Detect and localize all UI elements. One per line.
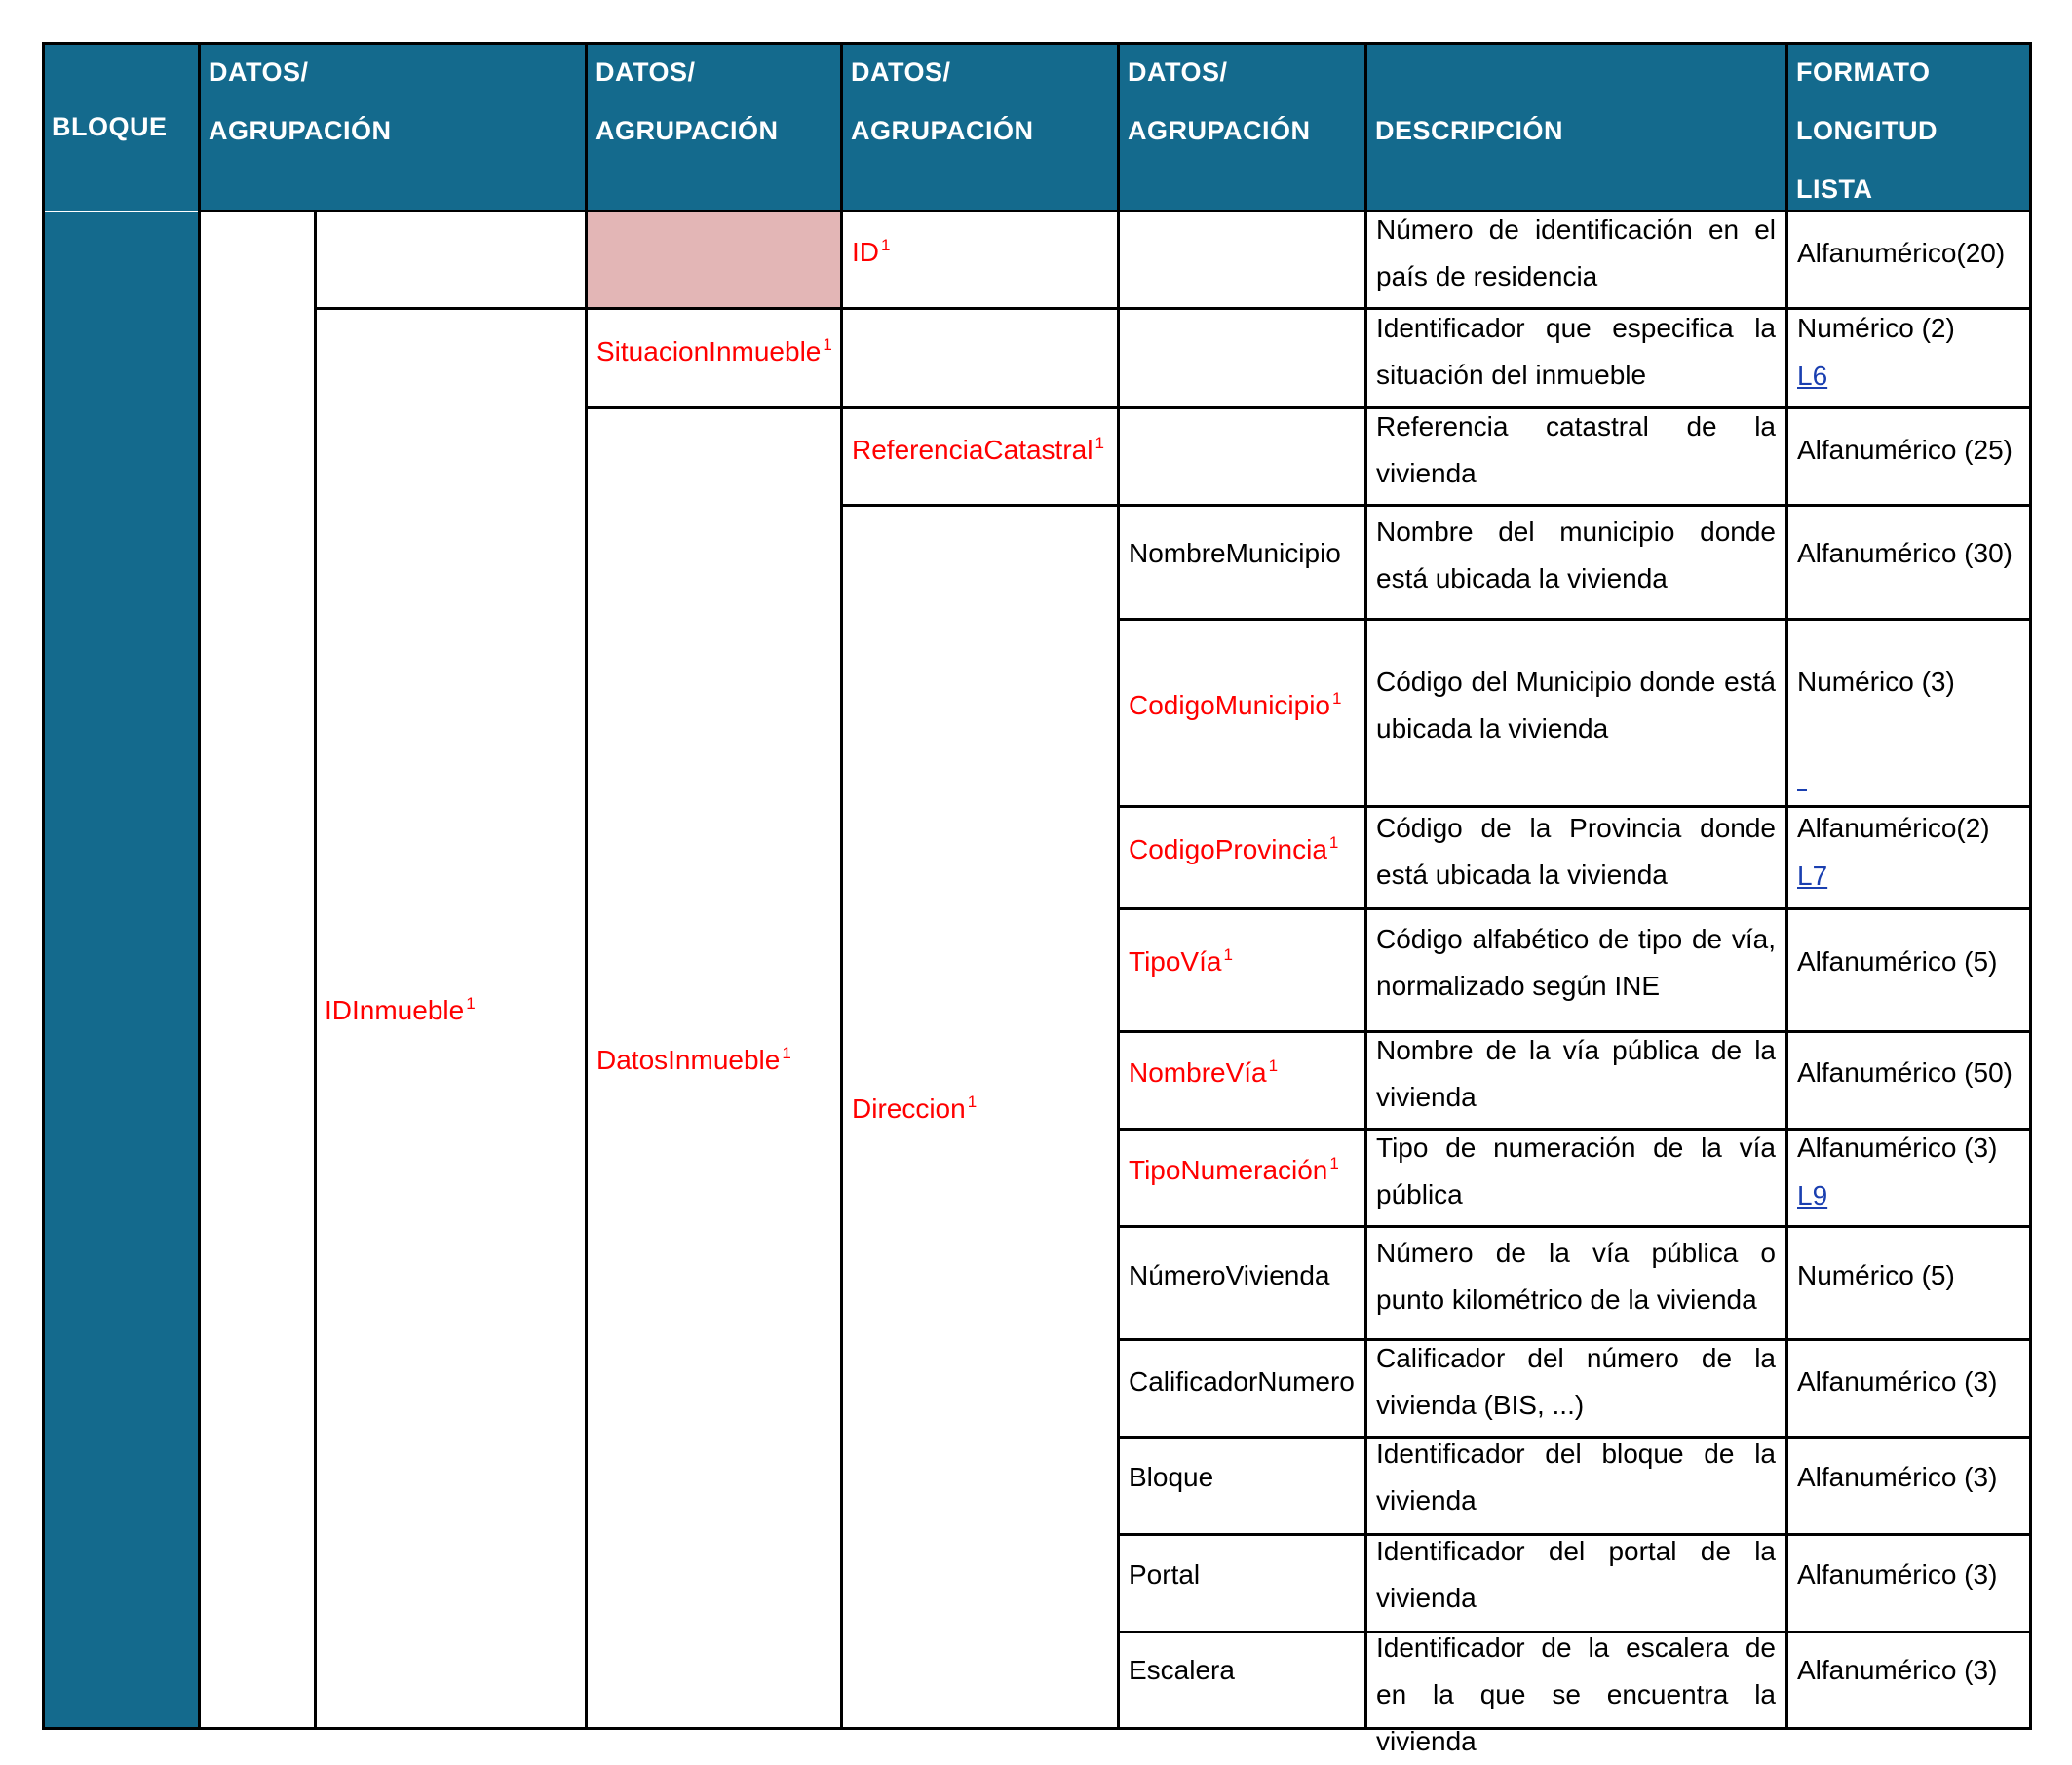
- row-format: Alfanumérico(20): [1797, 238, 2006, 268]
- group-referencia: ReferenciaCatastral $^1$: [852, 434, 1104, 465]
- vline-1833: [1785, 43, 1788, 1729]
- row-format: Alfanumérico (3): [1797, 1559, 1998, 1590]
- header-datos-3: DATOS/ AGRUPACIÓN: [841, 43, 1118, 211]
- row-desc: Identificador que especifica la situación del inmueble: [1376, 313, 1776, 390]
- row-desc: Número de identificación en el país de residencia: [1376, 214, 1776, 291]
- row-format: Alfanumérico (50): [1797, 1057, 2013, 1088]
- row-format: Alfanumérico (3): [1797, 1462, 1998, 1492]
- hline-row9: [1117, 1225, 2032, 1228]
- vline-1401: [1364, 43, 1367, 1729]
- group-direccion: Direccion $^1$: [852, 1093, 978, 1124]
- row-format: Alfanumérico (5): [1797, 946, 1998, 977]
- highlight-cell: [586, 211, 841, 308]
- header-datos-1: DATOS/ AGRUPACIÓN: [199, 43, 586, 211]
- group-datosinmueble: DatosInmueble $^1$: [596, 1044, 791, 1075]
- format-text: Alfanumérico (3): [1797, 1132, 1998, 1163]
- row-format: Numérico (3): [1797, 667, 1955, 697]
- row-desc: Número de la vía pública o punto kilométrico de la vivienda: [1376, 1238, 1776, 1315]
- list-link-l7[interactable]: L7: [1797, 861, 1828, 891]
- row-format: Alfanumérico (30): [1797, 538, 2013, 568]
- row-field: CodigoProvincia $^1$: [1129, 833, 1339, 864]
- list-link-l9[interactable]: L9: [1797, 1180, 1828, 1210]
- row-desc: Identificador de la escalera de en la que se encuentra la vivienda: [1376, 1632, 1776, 1756]
- row-field: NombreMunicipio: [1129, 538, 1341, 568]
- row-format: Alfanumérico (3): [1797, 1655, 1998, 1685]
- row-field: NúmeroVivienda: [1129, 1260, 1330, 1290]
- row-desc: Código alfabético de tipo de vía, normalizado según INE: [1376, 924, 1776, 1001]
- vline-1147: [1117, 43, 1120, 1729]
- hline-row4: [1117, 618, 2032, 621]
- header-datos-2: DATOS/ AGRUPACIÓN: [586, 43, 841, 211]
- row-desc: Código del Municipio donde está ubicada la vivienda: [1376, 667, 1776, 744]
- bloque-column: [42, 211, 199, 1729]
- vline-863: [840, 43, 843, 1729]
- hline-row2: [585, 406, 2032, 409]
- row-field: TipoNumeración $^1$: [1129, 1154, 1339, 1185]
- row-desc: Referencia catastral de la vivienda: [1376, 411, 1776, 488]
- header-formato: FORMATO LONGITUD LISTA: [1786, 43, 2031, 211]
- row-desc: Nombre de la vía pública de la vivienda: [1376, 1035, 1776, 1112]
- row-field: TipoVía $^1$: [1129, 945, 1233, 977]
- row-field: CodigoMunicipio $^1$: [1129, 689, 1342, 720]
- row-format: Alfanumérico(2): [1797, 813, 1990, 843]
- row-desc: Calificador del número de la vivienda (BIS, ...): [1376, 1343, 1776, 1420]
- header-datos-4: DATOS/ AGRUPACIÓN: [1118, 43, 1365, 211]
- row-field: NombreVía $^1$: [1129, 1056, 1279, 1088]
- row-desc: Código de la Provincia donde está ubicada la vivienda: [1376, 813, 1776, 890]
- row-desc: Nombre del municipio donde está ubicada la vivienda: [1376, 517, 1776, 594]
- group-id: ID $^1$: [852, 236, 891, 267]
- row-field: Portal: [1129, 1559, 1201, 1590]
- row-format: Numérico (2): [1797, 313, 1955, 343]
- vline-204: [198, 43, 201, 1729]
- row-desc: Identificador del portal de la vivienda: [1376, 1536, 1776, 1613]
- group-idinmueble: IDInmueble $^1$: [325, 994, 476, 1025]
- border-right: [2029, 42, 2032, 1730]
- row-field: Escalera: [1129, 1655, 1235, 1685]
- list-link-l6[interactable]: L6: [1797, 361, 1828, 391]
- row-field: CalificadorNumero: [1129, 1366, 1355, 1397]
- hline-row6: [1117, 907, 2032, 910]
- row-format: [1797, 1125, 2021, 1171]
- vline-323: [314, 211, 317, 1729]
- vline-601: [585, 43, 588, 1729]
- row-format: Alfanumérico (25): [1797, 435, 2013, 465]
- hline-row3: [840, 504, 2032, 507]
- row-desc: Tipo de numeración de la vía pública: [1376, 1132, 1776, 1209]
- empty-link-underline: [1797, 789, 1807, 791]
- row-format: Numérico (5): [1797, 1260, 1955, 1290]
- row-desc: Identificador del bloque de la vivienda: [1376, 1439, 1776, 1516]
- row-format: Alfanumérico (3): [1797, 1366, 1998, 1397]
- row-field: Bloque: [1129, 1462, 1214, 1492]
- header-descripcion: DESCRIPCIÓN: [1365, 43, 1786, 211]
- bloque-header-underline: [45, 211, 199, 212]
- border-left: [42, 42, 45, 1730]
- border-top: [42, 42, 2032, 45]
- header-bloque: BLOQUE: [42, 43, 199, 211]
- group-situacion: SituacionInmueble $^1$: [596, 335, 832, 366]
